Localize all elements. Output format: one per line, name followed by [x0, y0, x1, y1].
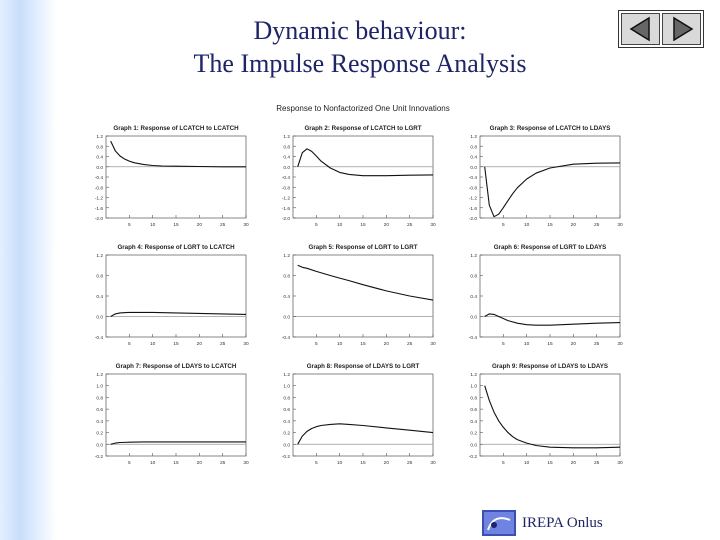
panel-8-title: Graph 8: Response of LDAYS to LGRT: [306, 363, 420, 370]
panel-9-ytick-label: 1.0: [470, 384, 477, 390]
panel-5-response-line: [298, 265, 433, 300]
panel-5-xtick-label: 25: [406, 342, 413, 347]
panel-5-title: Graph 5: Response of LGRT to LGRT: [308, 244, 418, 251]
panel-3-xtick-label: 10: [523, 223, 530, 228]
panel-3-frame: [480, 136, 620, 218]
panel-9-xtick-label: 30: [617, 461, 623, 466]
panel-2-ytick-label: -0.4: [281, 176, 290, 181]
panel-6-ytick-label: -0.4: [468, 336, 477, 341]
panel-4-ytick-label: 0.0: [96, 315, 103, 321]
panel-8-xtick-label: 10: [336, 461, 343, 466]
panel-3-ytick-label: -0.4: [468, 176, 477, 181]
slide-navigation: [618, 10, 704, 48]
panel-8-ytick-label: 0.0: [283, 443, 290, 449]
panel-2-xtick-label: 30: [430, 223, 436, 228]
panel-6-response-line: [485, 314, 620, 325]
panel-7-ytick-label: -0.2: [94, 455, 103, 460]
panel-8-xtick-label: 20: [383, 461, 390, 466]
panel-8-ytick-label: 0.8: [283, 396, 290, 402]
figure-suptitle: Response to Nonfactorized One Unit Innovations: [276, 104, 450, 113]
panel-1-ytick-label: 0.0: [96, 165, 103, 171]
panel-4-xtick-label: 10: [149, 342, 156, 347]
panel-3-xtick-label: 5: [501, 223, 505, 228]
panel-3-ytick-label: -1.2: [468, 196, 477, 202]
panel-5-ytick-label: 1.2: [283, 254, 290, 259]
panel-4-title: Graph 4: Response of LGRT to LCATCH: [117, 244, 235, 251]
panel-1-xtick-label: 5: [127, 223, 131, 228]
panel-1-xtick-label: 15: [173, 223, 179, 228]
panel-8-ytick-label: 0.4: [283, 419, 290, 425]
panel-3-ytick-label: 0.8: [470, 145, 477, 151]
panel-8-xtick-label: 5: [314, 461, 318, 466]
panel-8-xtick-label: 15: [360, 461, 366, 466]
panel-3-ytick-label: 0.4: [470, 155, 477, 161]
panel-7-title: Graph 7: Response of LDAYS to LCATCH: [115, 363, 237, 370]
panel-9-xtick-label: 20: [570, 461, 577, 466]
panel-9-ytick-label: 0.8: [470, 396, 477, 402]
panel-5-xtick-label: 20: [383, 342, 390, 347]
panel-7-xtick-label: 5: [127, 461, 131, 466]
panel-4-xtick-label: 25: [219, 342, 226, 347]
panel-1-response-line: [111, 141, 246, 167]
impulse-response-figure: [78, 100, 648, 470]
panel-2-xtick-label: 15: [360, 223, 366, 228]
panel-2-title: Graph 2: Response of LCATCH to LGRT: [304, 125, 422, 132]
panel-1-xtick-label: 30: [243, 223, 249, 228]
panel-6-xtick-label: 25: [593, 342, 600, 347]
panel-1-ytick-label: -0.8: [94, 186, 103, 192]
panel-9-frame: [480, 374, 620, 456]
panel-1-ytick-label: -1.2: [94, 196, 103, 202]
panel-2-ytick-label: 1.2: [283, 135, 290, 140]
panel-1-xtick-label: 25: [219, 223, 226, 228]
next-slide-button[interactable]: [662, 13, 701, 45]
triangle-left-icon: [627, 16, 655, 42]
panel-7-frame: [106, 374, 246, 456]
panel-8-ytick-label: 0.6: [283, 408, 290, 414]
panel-2-frame: [293, 136, 433, 218]
panel-6-xtick-label: 15: [547, 342, 553, 347]
triangle-right-icon: [668, 16, 696, 42]
panel-9-response-line: [485, 386, 620, 448]
panel-3-ytick-label: -2.0: [468, 217, 477, 222]
panel-3-title: Graph 3: Response of LCATCH to LDAYS: [489, 125, 611, 132]
panel-9-xtick-label: 5: [501, 461, 505, 466]
panel-4-ytick-label: -0.4: [94, 336, 103, 341]
panel-2-ytick-label: 0.8: [283, 145, 290, 151]
panel-3-ytick-label: -1.6: [468, 206, 477, 212]
panel-2-xtick-label: 5: [314, 223, 318, 228]
panel-8-xtick-label: 30: [430, 461, 436, 466]
panel-6-xtick-label: 30: [617, 342, 623, 347]
panel-1-title: Graph 1: Response of LCATCH to LCATCH: [113, 125, 239, 132]
panel-2-xtick-label: 10: [336, 223, 343, 228]
panel-1-xtick-label: 20: [196, 223, 203, 228]
panel-2-ytick-label: -0.8: [281, 186, 290, 192]
panel-5-ytick-label: 0.0: [283, 315, 290, 321]
panel-8-response-line: [298, 424, 433, 445]
panel-3-response-line: [485, 163, 620, 217]
panel-6-ytick-label: 0.4: [470, 295, 477, 300]
panel-4-ytick-label: 1.2: [96, 254, 103, 259]
footer-text: IREPA Onlus: [522, 514, 603, 531]
panel-2-xtick-label: 20: [383, 223, 390, 228]
slide-title-line-2: The Impulse Response Analysis: [193, 49, 527, 78]
panel-4-xtick-label: 5: [127, 342, 131, 347]
panel-2-ytick-label: -1.2: [281, 196, 290, 202]
panel-5-ytick-label: -0.4: [281, 336, 290, 341]
panel-5-xtick-label: 5: [314, 342, 318, 347]
panel-7-ytick-label: 0.6: [96, 408, 103, 414]
panel-8-frame: [293, 374, 433, 456]
panel-7-ytick-label: 0.4: [96, 419, 103, 425]
irepa-logo-icon: [482, 510, 516, 536]
panel-4-ytick-label: 0.8: [96, 274, 103, 280]
panel-6-xtick-label: 10: [523, 342, 530, 347]
panel-2-ytick-label: -2.0: [281, 217, 290, 222]
panel-9-ytick-label: 0.4: [470, 419, 477, 425]
panel-6-xtick-label: 5: [501, 342, 505, 347]
panel-4-xtick-label: 20: [196, 342, 203, 347]
panel-2-response-line: [298, 149, 433, 176]
panel-3-xtick-label: 30: [617, 223, 623, 228]
panel-1-ytick-label: 1.2: [96, 135, 103, 140]
panel-3-ytick-label: -0.8: [468, 186, 477, 192]
decorative-side-bar: [0, 0, 56, 540]
panel-1-ytick-label: -2.0: [94, 217, 103, 222]
panel-7-xtick-label: 10: [149, 461, 156, 466]
panel-4-xtick-label: 15: [173, 342, 179, 347]
panel-3-ytick-label: 0.0: [470, 165, 477, 171]
panel-8-xtick-label: 25: [406, 461, 413, 466]
panel-6-xtick-label: 20: [570, 342, 577, 347]
panel-1-ytick-label: 0.8: [96, 145, 103, 151]
panel-8-ytick-label: 1.0: [283, 384, 290, 390]
panel-9-ytick-label: 1.2: [470, 373, 477, 378]
panel-7-xtick-label: 15: [173, 461, 179, 466]
panel-5-xtick-label: 10: [336, 342, 343, 347]
panel-6-ytick-label: 0.0: [470, 315, 477, 321]
panel-7-ytick-label: 1.2: [96, 373, 103, 378]
panel-3-xtick-label: 25: [593, 223, 600, 228]
panel-9-title: Graph 9: Response of LDAYS to LDAYS: [491, 363, 609, 370]
panel-2-ytick-label: 0.4: [283, 155, 290, 161]
panel-1-xtick-label: 10: [149, 223, 156, 228]
panel-9-ytick-label: -0.2: [468, 455, 477, 460]
panel-1-ytick-label: 0.4: [96, 155, 103, 161]
panel-4-response-line: [111, 312, 246, 316]
panel-3-xtick-label: 20: [570, 223, 577, 228]
panel-7-ytick-label: 1.0: [96, 384, 103, 390]
panel-9-ytick-label: 0.6: [470, 408, 477, 414]
panel-6-title: Graph 6: Response of LGRT to LDAYS: [493, 244, 607, 251]
panel-8-ytick-label: -0.2: [281, 455, 290, 460]
panel-8-ytick-label: 0.2: [283, 431, 290, 437]
panel-7-xtick-label: 25: [219, 461, 226, 466]
panel-6-ytick-label: 1.2: [470, 254, 477, 259]
panel-6-ytick-label: 0.8: [470, 274, 477, 280]
panel-1-ytick-label: -0.4: [94, 176, 103, 181]
impulse-response-charts: [78, 100, 648, 470]
panel-3-xtick-label: 15: [547, 223, 553, 228]
panel-7-ytick-label: 0.0: [96, 443, 103, 449]
panel-2-ytick-label: -1.6: [281, 206, 290, 212]
slide-title: [120, 14, 600, 80]
panel-9-xtick-label: 10: [523, 461, 530, 466]
panel-5-xtick-label: 15: [360, 342, 366, 347]
panel-4-frame: [106, 255, 246, 337]
panel-4-xtick-label: 30: [243, 342, 249, 347]
panel-8-ytick-label: 1.2: [283, 373, 290, 378]
panel-7-ytick-label: 0.2: [96, 431, 103, 437]
panel-5-ytick-label: 0.4: [283, 295, 290, 300]
previous-slide-button[interactable]: [621, 13, 660, 45]
panel-5-ytick-label: 0.8: [283, 274, 290, 280]
panel-1-frame: [106, 136, 246, 218]
panel-9-xtick-label: 15: [547, 461, 553, 466]
panel-4-ytick-label: 0.4: [96, 295, 103, 300]
panel-5-xtick-label: 30: [430, 342, 436, 347]
panel-3-ytick-label: 1.2: [470, 135, 477, 140]
panel-9-ytick-label: 0.0: [470, 443, 477, 449]
panel-2-xtick-label: 25: [406, 223, 413, 228]
panel-2-ytick-label: 0.0: [283, 165, 290, 171]
panel-7-xtick-label: 30: [243, 461, 249, 466]
panel-7-xtick-label: 20: [196, 461, 203, 466]
panel-9-xtick-label: 25: [593, 461, 600, 466]
panel-7-ytick-label: 0.8: [96, 396, 103, 402]
slide-title-line-1: Dynamic behaviour:: [253, 16, 467, 45]
panel-1-ytick-label: -1.6: [94, 206, 103, 212]
panel-9-ytick-label: 0.2: [470, 431, 477, 437]
footer: [482, 510, 603, 536]
